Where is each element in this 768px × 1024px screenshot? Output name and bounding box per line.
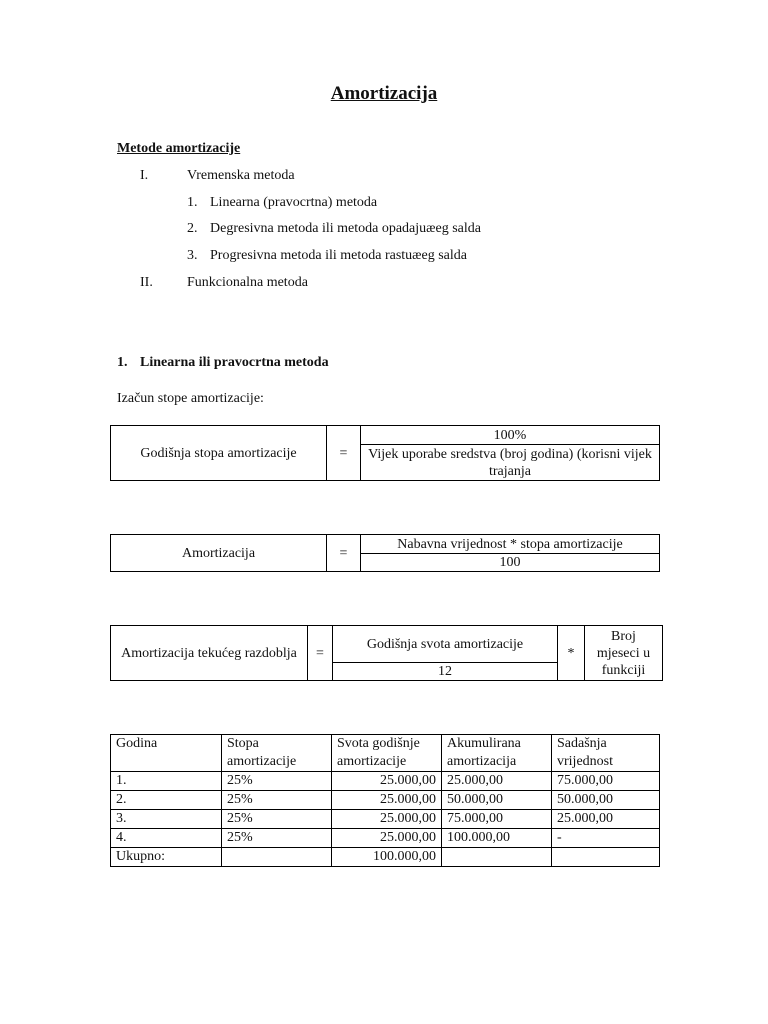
total-label: Ukupno: — [111, 848, 222, 867]
cell-present-value: 50.000,00 — [552, 791, 660, 810]
cell-present-value: 75.000,00 — [552, 772, 660, 791]
cell-year: 1. — [111, 772, 222, 791]
table-total-row — [111, 848, 660, 867]
formula-numerator: Godišnja svota amortizacije — [333, 626, 558, 663]
total-accumulated — [442, 848, 552, 867]
equals-sign: = — [327, 426, 361, 481]
intro-text: Izačun stope amortizacije: — [117, 391, 264, 406]
section-number: 1. — [117, 355, 128, 370]
multiply-sign: * — [558, 626, 585, 681]
table-row — [111, 791, 660, 810]
cell-present-value: 25.000,00 — [552, 810, 660, 829]
document-title: Amortizacija — [330, 83, 438, 104]
section-heading — [117, 355, 329, 371]
method-marker-2: II. — [140, 275, 153, 290]
formula-left: Amortizacija — [111, 535, 327, 572]
formula-denominator: 100 — [361, 554, 660, 572]
total-present-value — [552, 848, 660, 867]
equals-sign: = — [308, 626, 333, 681]
formula-left: Godišnja stopa amortizacije — [111, 426, 327, 481]
table-row — [111, 829, 660, 848]
depreciation-table — [110, 734, 660, 867]
cell-year: 3. — [111, 810, 222, 829]
cell-rate: 25% — [222, 810, 332, 829]
cell-accumulated: 75.000,00 — [442, 810, 552, 829]
header-annual-amount: Svota godišnje amortizacije — [332, 735, 442, 772]
equals-sign: = — [327, 535, 361, 572]
total-amount: 100.000,00 — [332, 848, 442, 867]
cell-annual-amount: 25.000,00 — [332, 772, 442, 791]
formula-denominator: Vijek uporabe sredstva (broj godina) (korisni vijek trajanja — [361, 445, 660, 481]
cell-present-value: - — [552, 829, 660, 848]
header-year: Godina — [111, 735, 222, 772]
cell-accumulated: 25.000,00 — [442, 772, 552, 791]
formula-annual-rate — [110, 425, 660, 481]
cell-rate: 25% — [222, 791, 332, 810]
table-header-row — [111, 735, 660, 772]
method-label-functional: Funkcionalna metoda — [187, 275, 308, 290]
cell-rate: 25% — [222, 772, 332, 791]
submethod-marker-2: 2. — [187, 221, 198, 236]
cell-rate: 25% — [222, 829, 332, 848]
submethod-label-progressive: Progresivna metoda ili metoda rastuæeg salda — [210, 248, 467, 263]
submethod-marker-1: 1. — [187, 195, 198, 210]
formula-amortization — [110, 534, 660, 572]
method-marker-1: I. — [140, 168, 149, 183]
submethod-marker-3: 3. — [187, 248, 198, 263]
cell-year: 2. — [111, 791, 222, 810]
header-present-value: Sadašnja vrijednost — [552, 735, 660, 772]
cell-year: 4. — [111, 829, 222, 848]
table-row — [111, 810, 660, 829]
submethod-label-linear: Linearna (pravocrtna) metoda — [210, 195, 378, 210]
formula-right: Broj mjeseci u funkciji — [585, 626, 663, 681]
cell-annual-amount: 25.000,00 — [332, 810, 442, 829]
formula-left: Amortizacija tekućeg razdoblja — [111, 626, 308, 681]
section-title: Linearna ili pravocrtna metoda — [140, 355, 329, 370]
formula-denominator: 12 — [333, 663, 558, 681]
cell-accumulated: 50.000,00 — [442, 791, 552, 810]
cell-accumulated: 100.000,00 — [442, 829, 552, 848]
formula-numerator: Nabavna vrijednost * stopa amortizacije — [361, 535, 660, 554]
formula-period-amortization — [110, 625, 663, 681]
submethod-label-degressive: Degresivna metoda ili metoda opadajuæeg salda — [210, 221, 481, 236]
header-rate: Stopa amortizacije — [222, 735, 332, 772]
table-row — [111, 772, 660, 791]
total-rate — [222, 848, 332, 867]
cell-annual-amount: 25.000,00 — [332, 791, 442, 810]
methods-heading: Metode amortizacije — [117, 141, 241, 156]
formula-numerator: 100% — [361, 426, 660, 445]
cell-annual-amount: 25.000,00 — [332, 829, 442, 848]
header-accumulated: Akumulirana amortizacija — [442, 735, 552, 772]
method-label-time: Vremenska metoda — [187, 168, 295, 183]
